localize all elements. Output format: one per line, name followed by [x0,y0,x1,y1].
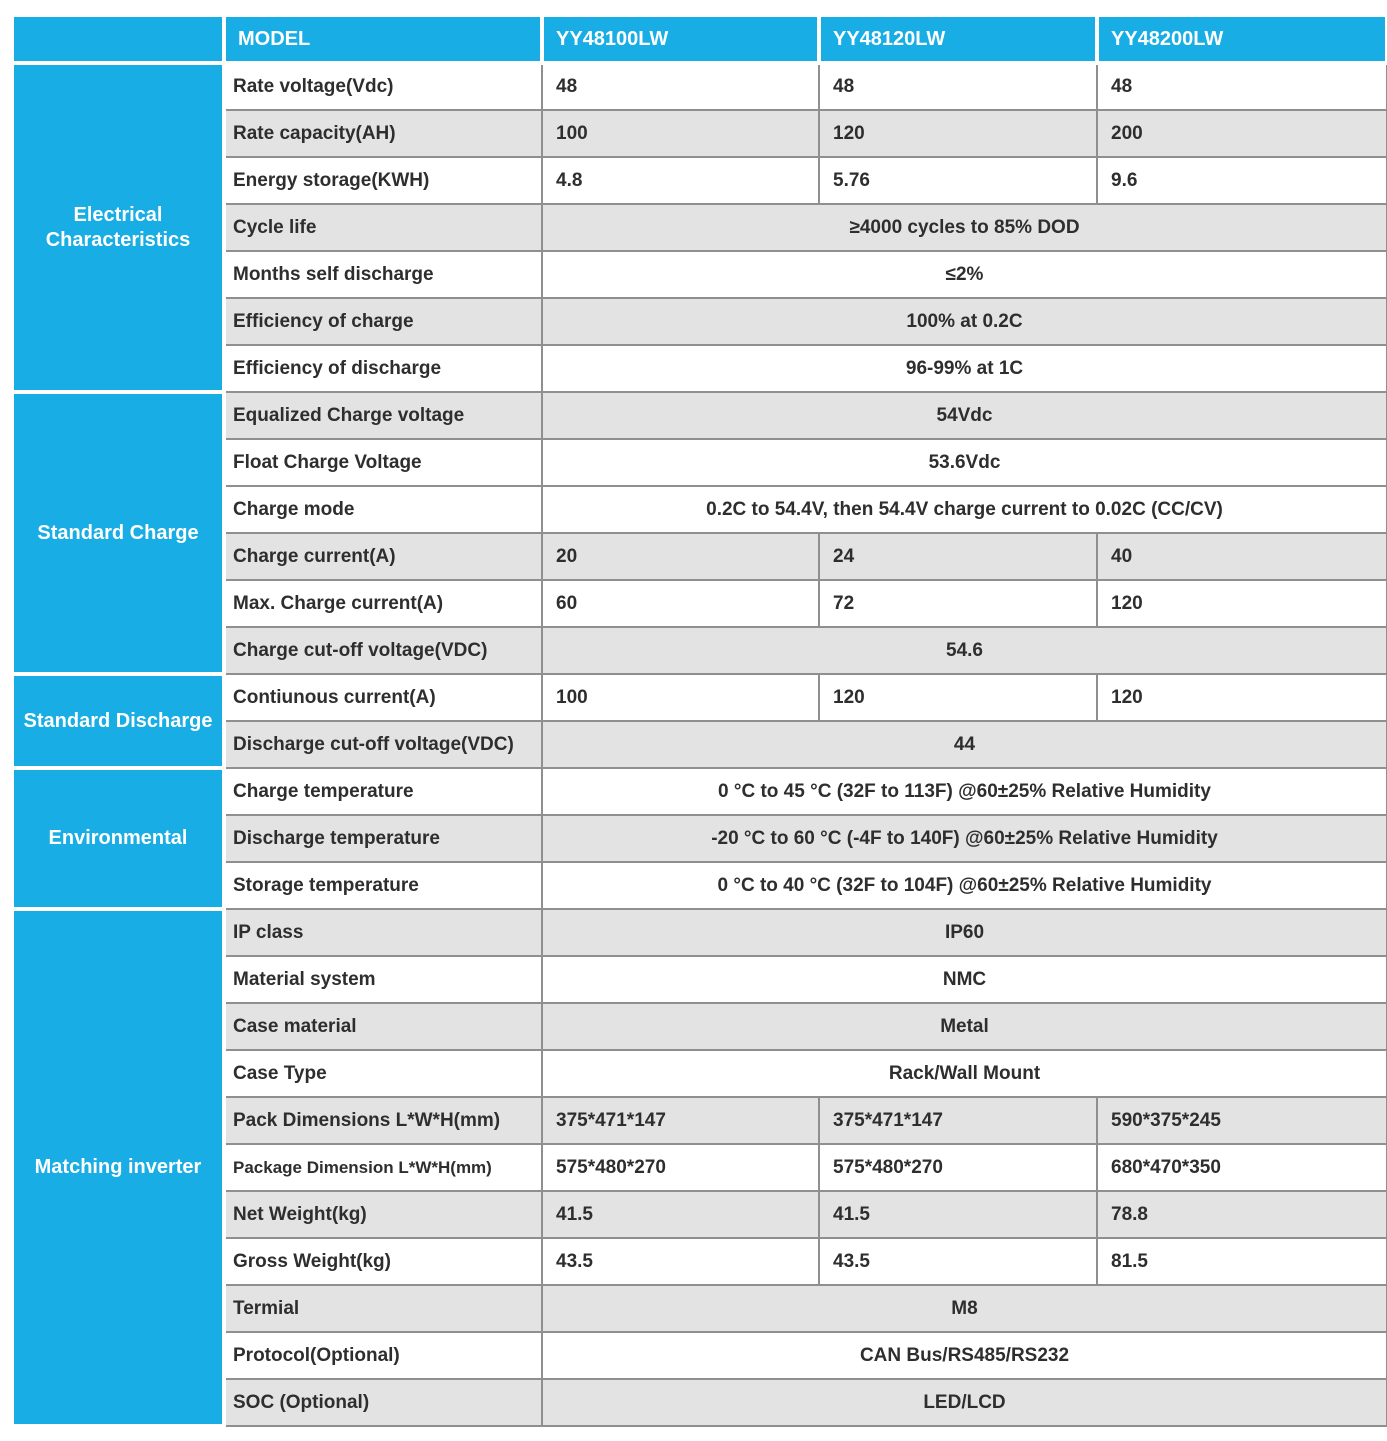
value-cell: 590*375*245 [1097,1097,1387,1144]
param-label: Case material [224,1003,542,1050]
value-cell: 575*480*270 [819,1144,1097,1191]
value-cell: 680*470*350 [1097,1144,1387,1191]
value-cell: 48 [1097,63,1387,110]
section-header-electrical-characteristics: Electrical Characteristics [12,63,224,392]
span-value-cell: LED/LCD [542,1379,1387,1426]
value-cell: 575*480*270 [542,1144,819,1191]
value-cell: 4.8 [542,157,819,204]
value-cell: 100 [542,110,819,157]
param-label: Max. Charge current(A) [224,580,542,627]
span-value-cell: 44 [542,721,1387,768]
span-value-cell: M8 [542,1285,1387,1332]
spec-row [12,909,1387,956]
model-column-label: MODEL [224,15,542,63]
value-cell: 120 [1097,674,1387,721]
param-label: Package Dimension L*W*H(mm) [224,1144,542,1191]
span-value-cell: ≥4000 cycles to 85% DOD [542,204,1387,251]
param-label: Storage temperature [224,862,542,909]
section-header-standard-discharge: Standard Discharge [12,674,224,768]
model-header-2: YY48120LW [819,15,1097,63]
value-cell: 120 [819,110,1097,157]
value-cell: 48 [819,63,1097,110]
span-value-cell: Metal [542,1003,1387,1050]
value-cell: 41.5 [819,1191,1097,1238]
value-cell: 20 [542,533,819,580]
spec-row [12,674,1387,721]
param-label: Gross Weight(kg) [224,1238,542,1285]
param-label: Pack Dimensions L*W*H(mm) [224,1097,542,1144]
value-cell: 100 [542,674,819,721]
model-header-1: YY48100LW [542,15,819,63]
spec-row [12,63,1387,110]
param-label: Contiunous current(A) [224,674,542,721]
model-header-3: YY48200LW [1097,15,1387,63]
param-label: Efficiency of discharge [224,345,542,392]
value-cell: 375*471*147 [819,1097,1097,1144]
param-label: Case Type [224,1050,542,1097]
section-header-matching-inverter: Matching inverter [12,909,224,1426]
value-cell: 375*471*147 [542,1097,819,1144]
param-label: Charge current(A) [224,533,542,580]
param-label: Cycle life [224,204,542,251]
param-label: Energy storage(KWH) [224,157,542,204]
span-value-cell: 53.6Vdc [542,439,1387,486]
param-label: Charge cut-off voltage(VDC) [224,627,542,674]
corner-cell [12,15,224,63]
param-label: Protocol(Optional) [224,1332,542,1379]
span-value-cell: 54.6 [542,627,1387,674]
value-cell: 81.5 [1097,1238,1387,1285]
span-value-cell: 0.2C to 54.4V, then 54.4V charge current to 0.02C (CC/CV) [542,486,1387,533]
span-value-cell: CAN Bus/RS485/RS232 [542,1332,1387,1379]
span-value-cell: NMC [542,956,1387,1003]
value-cell: 41.5 [542,1191,819,1238]
value-cell: 43.5 [819,1238,1097,1285]
value-cell: 5.76 [819,157,1097,204]
section-header-standard-charge: Standard Charge [12,392,224,674]
span-value-cell: -20 °C to 60 °C (-4F to 140F) @60±25% Relative Humidity [542,815,1387,862]
param-label: Equalized Charge voltage [224,392,542,439]
param-label: Discharge cut-off voltage(VDC) [224,721,542,768]
spec-row [12,768,1387,815]
span-value-cell: 0 °C to 45 °C (32F to 113F) @60±25% Relative Humidity [542,768,1387,815]
header-row [12,15,1387,63]
span-value-cell: 54Vdc [542,392,1387,439]
value-cell: 60 [542,580,819,627]
span-value-cell: ≤2% [542,251,1387,298]
spec-row [12,392,1387,439]
param-label: Material system [224,956,542,1003]
value-cell: 43.5 [542,1238,819,1285]
param-label: Net Weight(kg) [224,1191,542,1238]
param-label: Charge temperature [224,768,542,815]
value-cell: 48 [542,63,819,110]
span-value-cell: IP60 [542,909,1387,956]
span-value-cell: 100% at 0.2C [542,298,1387,345]
param-label: Rate capacity(AH) [224,110,542,157]
param-label: Float Charge Voltage [224,439,542,486]
value-cell: 40 [1097,533,1387,580]
value-cell: 200 [1097,110,1387,157]
value-cell: 9.6 [1097,157,1387,204]
value-cell: 78.8 [1097,1191,1387,1238]
span-value-cell: Rack/Wall Mount [542,1050,1387,1097]
param-label: IP class [224,909,542,956]
battery-spec-table [10,13,1387,1428]
section-header-environmental: Environmental [12,768,224,909]
param-label: Rate voltage(Vdc) [224,63,542,110]
param-label: Discharge temperature [224,815,542,862]
span-value-cell: 96-99% at 1C [542,345,1387,392]
param-label: SOC (Optional) [224,1379,542,1426]
value-cell: 72 [819,580,1097,627]
value-cell: 120 [1097,580,1387,627]
param-label: Months self discharge [224,251,542,298]
value-cell: 24 [819,533,1097,580]
param-label: Efficiency of charge [224,298,542,345]
param-label: Charge mode [224,486,542,533]
span-value-cell: 0 °C to 40 °C (32F to 104F) @60±25% Relative Humidity [542,862,1387,909]
param-label: Termial [224,1285,542,1332]
value-cell: 120 [819,674,1097,721]
